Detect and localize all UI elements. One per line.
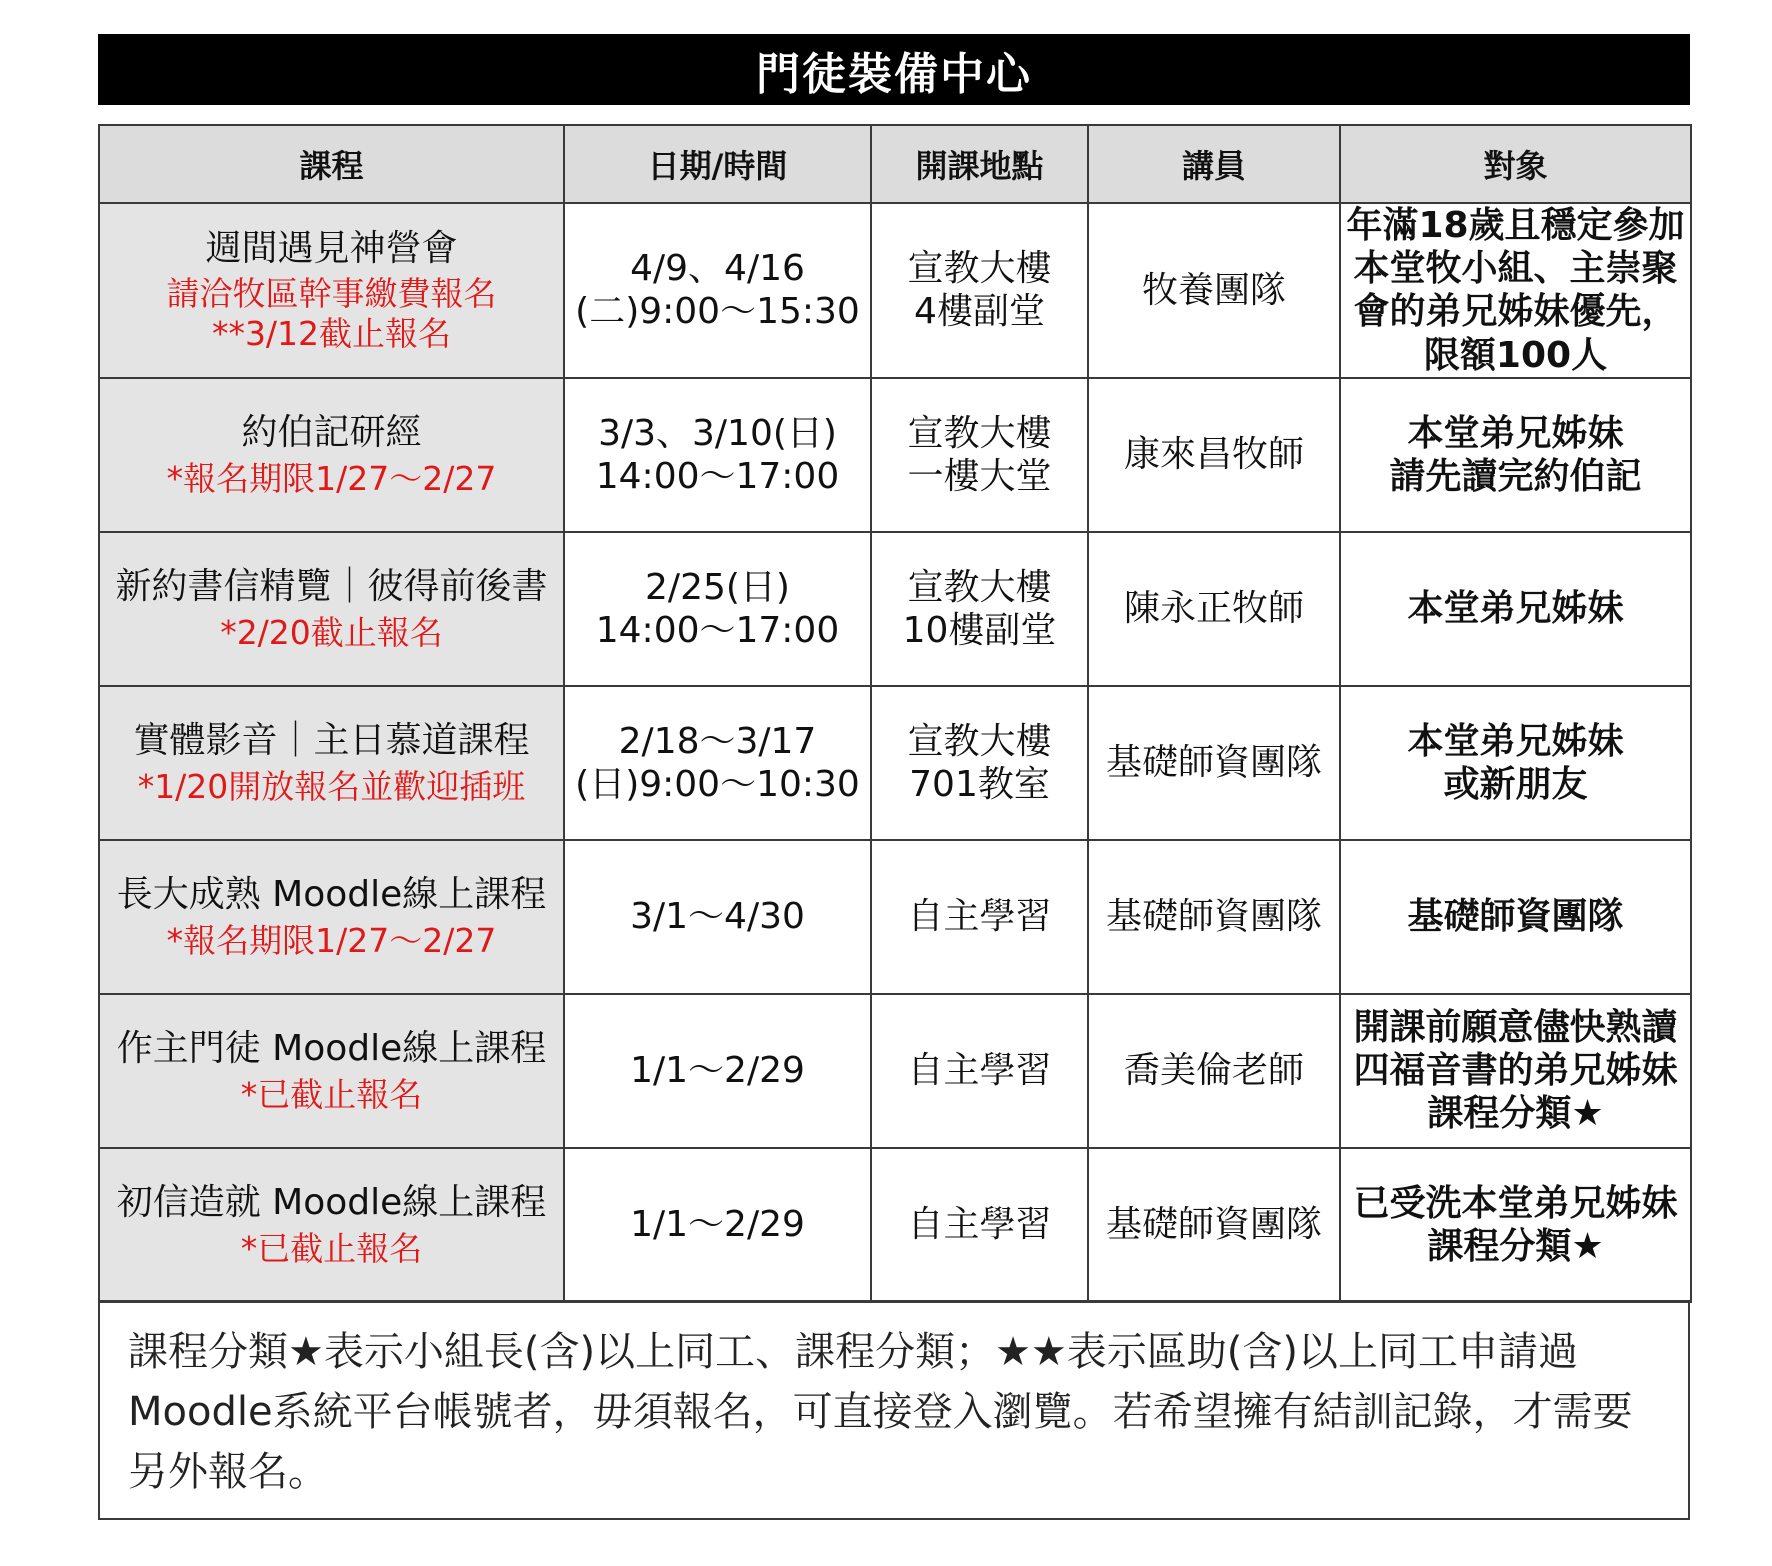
datetime-cell: 2/25(日) 14:00～17:00 (564, 532, 871, 686)
header-datetime: 日期/時間 (564, 125, 871, 203)
course-cell (99, 840, 564, 994)
table-row (99, 532, 1691, 686)
datetime-cell: 1/1～2/29 (564, 1148, 871, 1302)
course-note: 請洽牧區幹事繳費報名 **3/12截止報名 (166, 274, 497, 353)
course-name: 約伯記研經 (241, 412, 422, 454)
speaker-cell: 基礎師資團隊 (1088, 686, 1340, 840)
speaker-cell: 康來昌牧師 (1088, 378, 1340, 532)
audience-cell: 本堂弟兄姊妹 (1340, 532, 1691, 686)
speaker-cell: 基礎師資團隊 (1088, 840, 1340, 994)
header-course: 課程 (99, 125, 564, 203)
course-cell (99, 994, 564, 1148)
header-audience: 對象 (1340, 125, 1691, 203)
course-cell (99, 532, 564, 686)
datetime-cell: 2/18～3/17 (日)9:00～10:30 (564, 686, 871, 840)
course-name: 初信造就 Moodle線上課程 (116, 1182, 547, 1224)
course-note: *報名期限1/27～2/27 (166, 920, 497, 960)
course-note: *報名期限1/27～2/27 (166, 458, 497, 498)
course-name: 長大成熟 Moodle線上課程 (116, 874, 547, 916)
course-cell (99, 378, 564, 532)
course-note: *已截止報名 (240, 1074, 423, 1114)
table-row (99, 686, 1691, 840)
course-name: 實體影音｜主日慕道課程 (133, 720, 530, 762)
course-name: 作主門徒 Moodle線上課程 (116, 1028, 547, 1070)
speaker-cell: 基礎師資團隊 (1088, 1148, 1340, 1302)
course-note: *已截止報名 (240, 1228, 423, 1268)
speaker-cell: 牧養團隊 (1088, 203, 1340, 378)
course-schedule-table (98, 124, 1692, 1303)
audience-cell: 基礎師資團隊 (1340, 840, 1691, 994)
location-cell: 宣教大樓 10樓副堂 (871, 532, 1088, 686)
audience-cell: 開課前願意儘快熟讀 四福音書的弟兄姊妹 課程分類★ (1340, 994, 1691, 1148)
datetime-cell: 3/1～4/30 (564, 840, 871, 994)
header-speaker: 講員 (1088, 125, 1340, 203)
table-header-row (99, 125, 1691, 203)
table-row (99, 1148, 1691, 1302)
datetime-cell: 3/3、3/10(日) 14:00～17:00 (564, 378, 871, 532)
location-cell: 自主學習 (871, 1148, 1088, 1302)
table-row (99, 994, 1691, 1148)
header-location: 開課地點 (871, 125, 1088, 203)
course-cell (99, 686, 564, 840)
location-cell: 自主學習 (871, 840, 1088, 994)
datetime-cell: 4/9、4/16 (二)9:00～15:30 (564, 203, 871, 378)
table-row (99, 840, 1691, 994)
table-row (99, 378, 1691, 532)
course-note: *2/20截止報名 (220, 612, 443, 652)
speaker-cell: 喬美倫老師 (1088, 994, 1340, 1148)
course-name: 週間遇見神營會 (205, 228, 458, 270)
location-cell: 自主學習 (871, 994, 1088, 1148)
course-cell (99, 203, 564, 378)
course-name: 新約書信精覽｜彼得前後書 (115, 566, 548, 608)
course-note: *1/20開放報名並歡迎插班 (137, 766, 526, 806)
footer-note: 課程分類★表示小組長(含)以上同工、課程分類；★★表示區助(含)以上同工申請過Moodle系統平台帳號者，毋須報名，可直接登入瀏覽。若希望擁有結訓記錄，才需要另外報名。 (98, 1300, 1690, 1520)
speaker-cell: 陳永正牧師 (1088, 532, 1340, 686)
table-row (99, 203, 1691, 378)
course-cell (99, 1148, 564, 1302)
audience-cell: 本堂弟兄姊妹 請先讀完約伯記 (1340, 378, 1691, 532)
audience-cell: 年滿18歲且穩定參加 本堂牧小組、主崇聚 會的弟兄姊妹優先， 限額100人 (1340, 203, 1691, 378)
audience-cell: 本堂弟兄姊妹 或新朋友 (1340, 686, 1691, 840)
datetime-cell: 1/1～2/29 (564, 994, 871, 1148)
location-cell: 宣教大樓 701教室 (871, 686, 1088, 840)
audience-cell: 已受洗本堂弟兄姊妹 課程分類★ (1340, 1148, 1691, 1302)
page-title: 門徒裝備中心 (98, 34, 1690, 105)
location-cell: 宣教大樓 4樓副堂 (871, 203, 1088, 378)
location-cell: 宣教大樓 一樓大堂 (871, 378, 1088, 532)
